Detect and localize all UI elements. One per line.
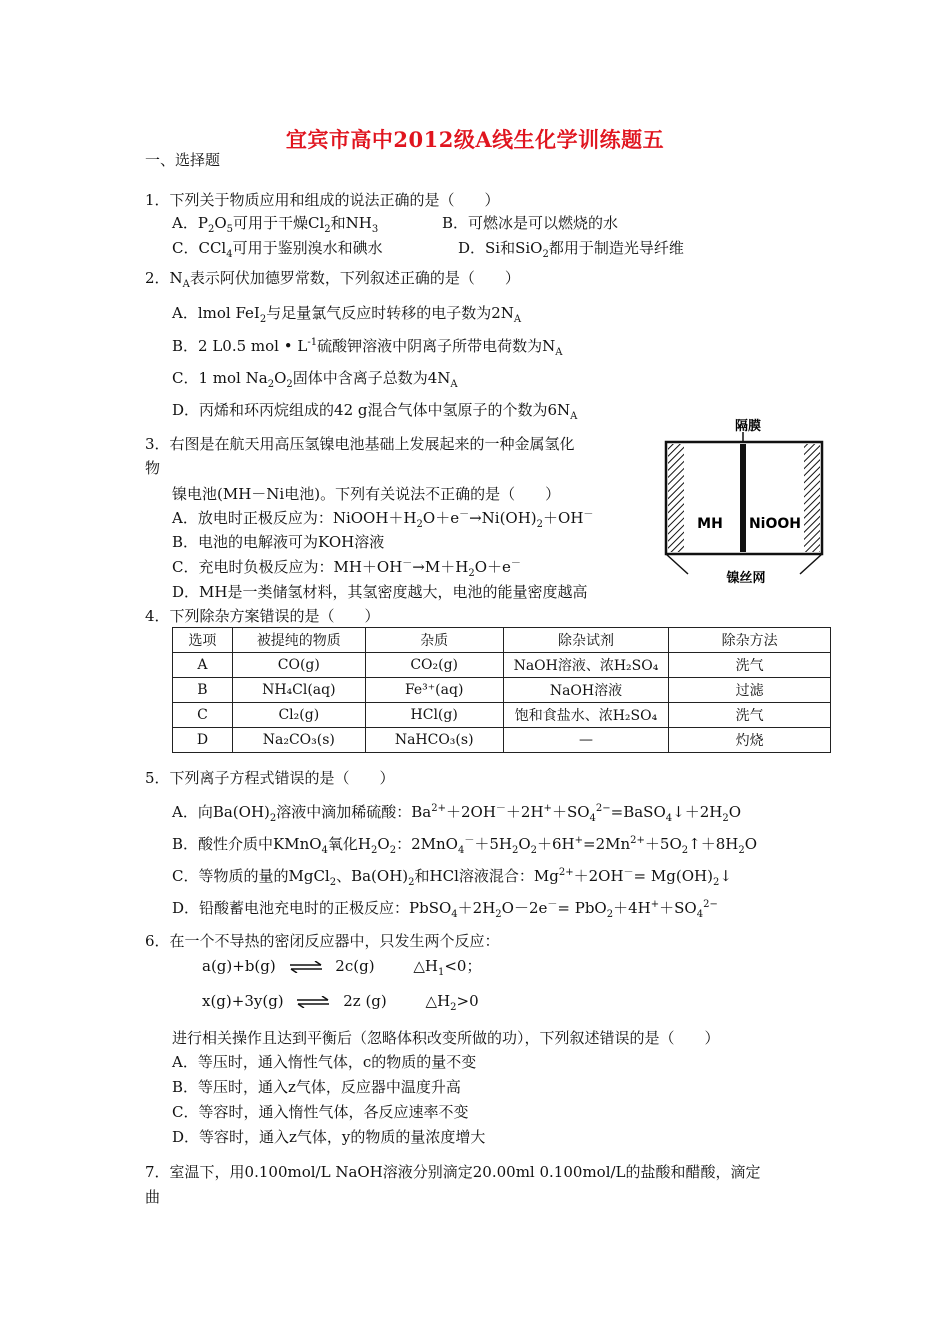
q6-stem: 6．在一个不导热的密闭反应器中，只发生两个反应：	[145, 932, 500, 950]
table-cell: Fe³⁺(aq)	[365, 678, 503, 703]
table-cell: Na₂CO₃(s)	[232, 728, 365, 753]
table-cell: NaOH溶液	[503, 678, 669, 703]
membrane-bar	[740, 444, 746, 552]
impurity-removal-table	[172, 627, 831, 753]
mh-label: MH	[697, 516, 723, 532]
table-row	[173, 703, 831, 728]
nickel-mesh-label: 镍丝网	[726, 571, 766, 586]
table-cell: D	[173, 728, 233, 753]
q2-option-b: B．2 L0.5 mol • $L^{-1}$硫酸钾溶液中阴离子所带电荷数为$N_A$	[172, 337, 563, 358]
table-header: 杂质	[365, 628, 503, 653]
q2-option-c: C．1 mol $Na_2O_2$固体中含离子总数为$4N_A$	[172, 369, 458, 390]
q6-option-a: A．等压时，通入惰性气体，c的物质的量不变	[172, 1053, 477, 1071]
table-row	[173, 728, 831, 753]
table-cell: B	[173, 678, 233, 703]
table-cell: HCl(g)	[365, 703, 503, 728]
equilibrium-arrow-icon	[289, 961, 323, 973]
q1-option-c: C．CCl$_4$可用于鉴别溴水和碘水	[172, 239, 383, 260]
q6-reaction-2: x(g)+3y(g) 2z (g) $\triangle H_2>0$	[202, 992, 479, 1013]
table-cell: Cl₂(g)	[232, 703, 365, 728]
table-header: 除杂试剂	[503, 628, 669, 653]
table-cell: 洗气	[669, 653, 831, 678]
q5-option-c: C．等物质的量的MgCl$_2$、$Ba(OH)_2$和HCl溶液混合：$Mg^{2+}+2OH^-=$ $Mg(OH)_2↓$	[172, 867, 732, 888]
table-cell: A	[173, 653, 233, 678]
q6-option-b: B．等压时，通入z气体，反应器中温度升高	[172, 1078, 461, 1096]
table-row	[173, 678, 831, 703]
q6-lead: 进行相关操作且达到平衡后（忽略体积改变所做的功），下列叙述错误的是（ ）	[172, 1029, 720, 1047]
table-header: 被提纯的物质	[232, 628, 365, 653]
q6-option-c: C．等容时，通入惰性气体，各反应速率不变	[172, 1103, 469, 1121]
q1-option-a: A．$P_2O_5$可用于干燥$Cl_2$和$NH_3$	[172, 214, 379, 235]
q4-stem: 4．下列除杂方案错误的是（ ）	[145, 607, 380, 625]
page-title: 宜宾市高中2012级A线生化学训练题五	[285, 127, 665, 152]
q2-option-d: D．丙烯和环丙烷组成的42 g混合气体中氢原子的个数为$6N_A$	[172, 401, 578, 422]
table-cell: CO₂(g)	[365, 653, 503, 678]
q2-stem: 2．$N_A$表示阿伏加德罗常数，下列叙述正确的是（ ）	[145, 269, 520, 290]
table-cell: CO(g)	[232, 653, 365, 678]
battery-diagram	[658, 416, 836, 594]
q3-option-d: D．MH是一类储氢材料，其氢密度越大，电池的能量密度越高	[172, 583, 588, 601]
table-cell: C	[173, 703, 233, 728]
equilibrium-arrow-icon	[296, 996, 330, 1008]
q3-stem-line1: 3．右图是在航天用高压氢镍电池基础上发展起来的一种金属氢化	[145, 435, 575, 453]
table-row	[173, 653, 831, 678]
q1-option-d: D．Si和SiO$_2$都用于制造光导纤维	[458, 239, 684, 260]
table-cell: 饱和食盐水、浓H₂SO₄	[503, 703, 669, 728]
table-cell: 灼烧	[669, 728, 831, 753]
q3-option-c: C．充电时负极反应为：$MH+OH^-\to M+H_2O+e^-$	[172, 558, 521, 579]
q3-option-a: A．放电时正极反应为：$NiOOH+H_2O+e^-\to Ni(OH)_2+OH^-$	[172, 509, 594, 530]
q1-option-b: B．可燃冰是可以燃烧的水	[442, 214, 619, 232]
membrane-label: 隔膜	[734, 419, 762, 434]
q5-option-d: D．铅酸蓄电池充电时的正极反应：$PbSO_4+2H_2O-2e^-= PbO_2+4H^++SO_4^{2-}$	[172, 899, 718, 920]
table-cell: —	[503, 728, 669, 753]
table-cell: NaOH溶液、浓H₂SO₄	[503, 653, 669, 678]
q5-option-a: A．向$Ba(OH)_2$溶液中滴加稀硫酸：$Ba^{2+}+2OH^-+2H^++SO_4^{2-}=BaSO_4↓+2H_2O$	[172, 803, 742, 824]
q3-stem-line3: 镍电池(MH－Ni电池)。下列有关说法不正确的是（ ）	[172, 485, 561, 503]
q5-option-b: B．酸性介质中KMnO$_4$氧化$H_2O_2$：$2MnO_4^-+5H_2O_2+6H^+=2Mn^{2+}+5O_2↑+8H_2O$	[172, 835, 758, 856]
section-heading: 一、选择题	[145, 151, 221, 169]
q2-option-a: A．lmol FeI$_2$与足量氯气反应时转移的电子数为$2N_A$	[172, 304, 522, 325]
q7-stem-line2: 曲	[145, 1188, 161, 1206]
table-cell: 洗气	[669, 703, 831, 728]
q3-stem-line2: 物	[145, 459, 161, 477]
q3-option-b: B．电池的电解液可为KOH溶液	[172, 533, 385, 551]
table-cell: NH₄Cl(aq)	[232, 678, 365, 703]
table-header: 除杂方法	[669, 628, 831, 653]
niooh-label: NiOOH	[748, 516, 802, 532]
q6-option-d: D．等容时，通入z气体，y的物质的量浓度增大	[172, 1128, 486, 1146]
table-header-row	[173, 628, 831, 653]
q6-reaction-1: a(g)+b(g) 2c(g) $\triangle H_1<0$；	[202, 957, 482, 978]
table-header: 选项	[173, 628, 233, 653]
q1-stem: 1．下列关于物质应用和组成的说法正确的是（ ）	[145, 191, 500, 209]
table-cell: 过滤	[669, 678, 831, 703]
right-electrode-hatch	[804, 444, 820, 552]
table-cell: NaHCO₃(s)	[365, 728, 503, 753]
q7-stem-line1: 7．室温下，用0.100mol/L NaOH溶液分别滴定20.00ml 0.100mol/L的盐酸和醋酸，滴定	[145, 1163, 761, 1181]
q5-stem: 5．下列离子方程式错误的是（ ）	[145, 769, 395, 787]
left-electrode-hatch	[668, 444, 684, 552]
